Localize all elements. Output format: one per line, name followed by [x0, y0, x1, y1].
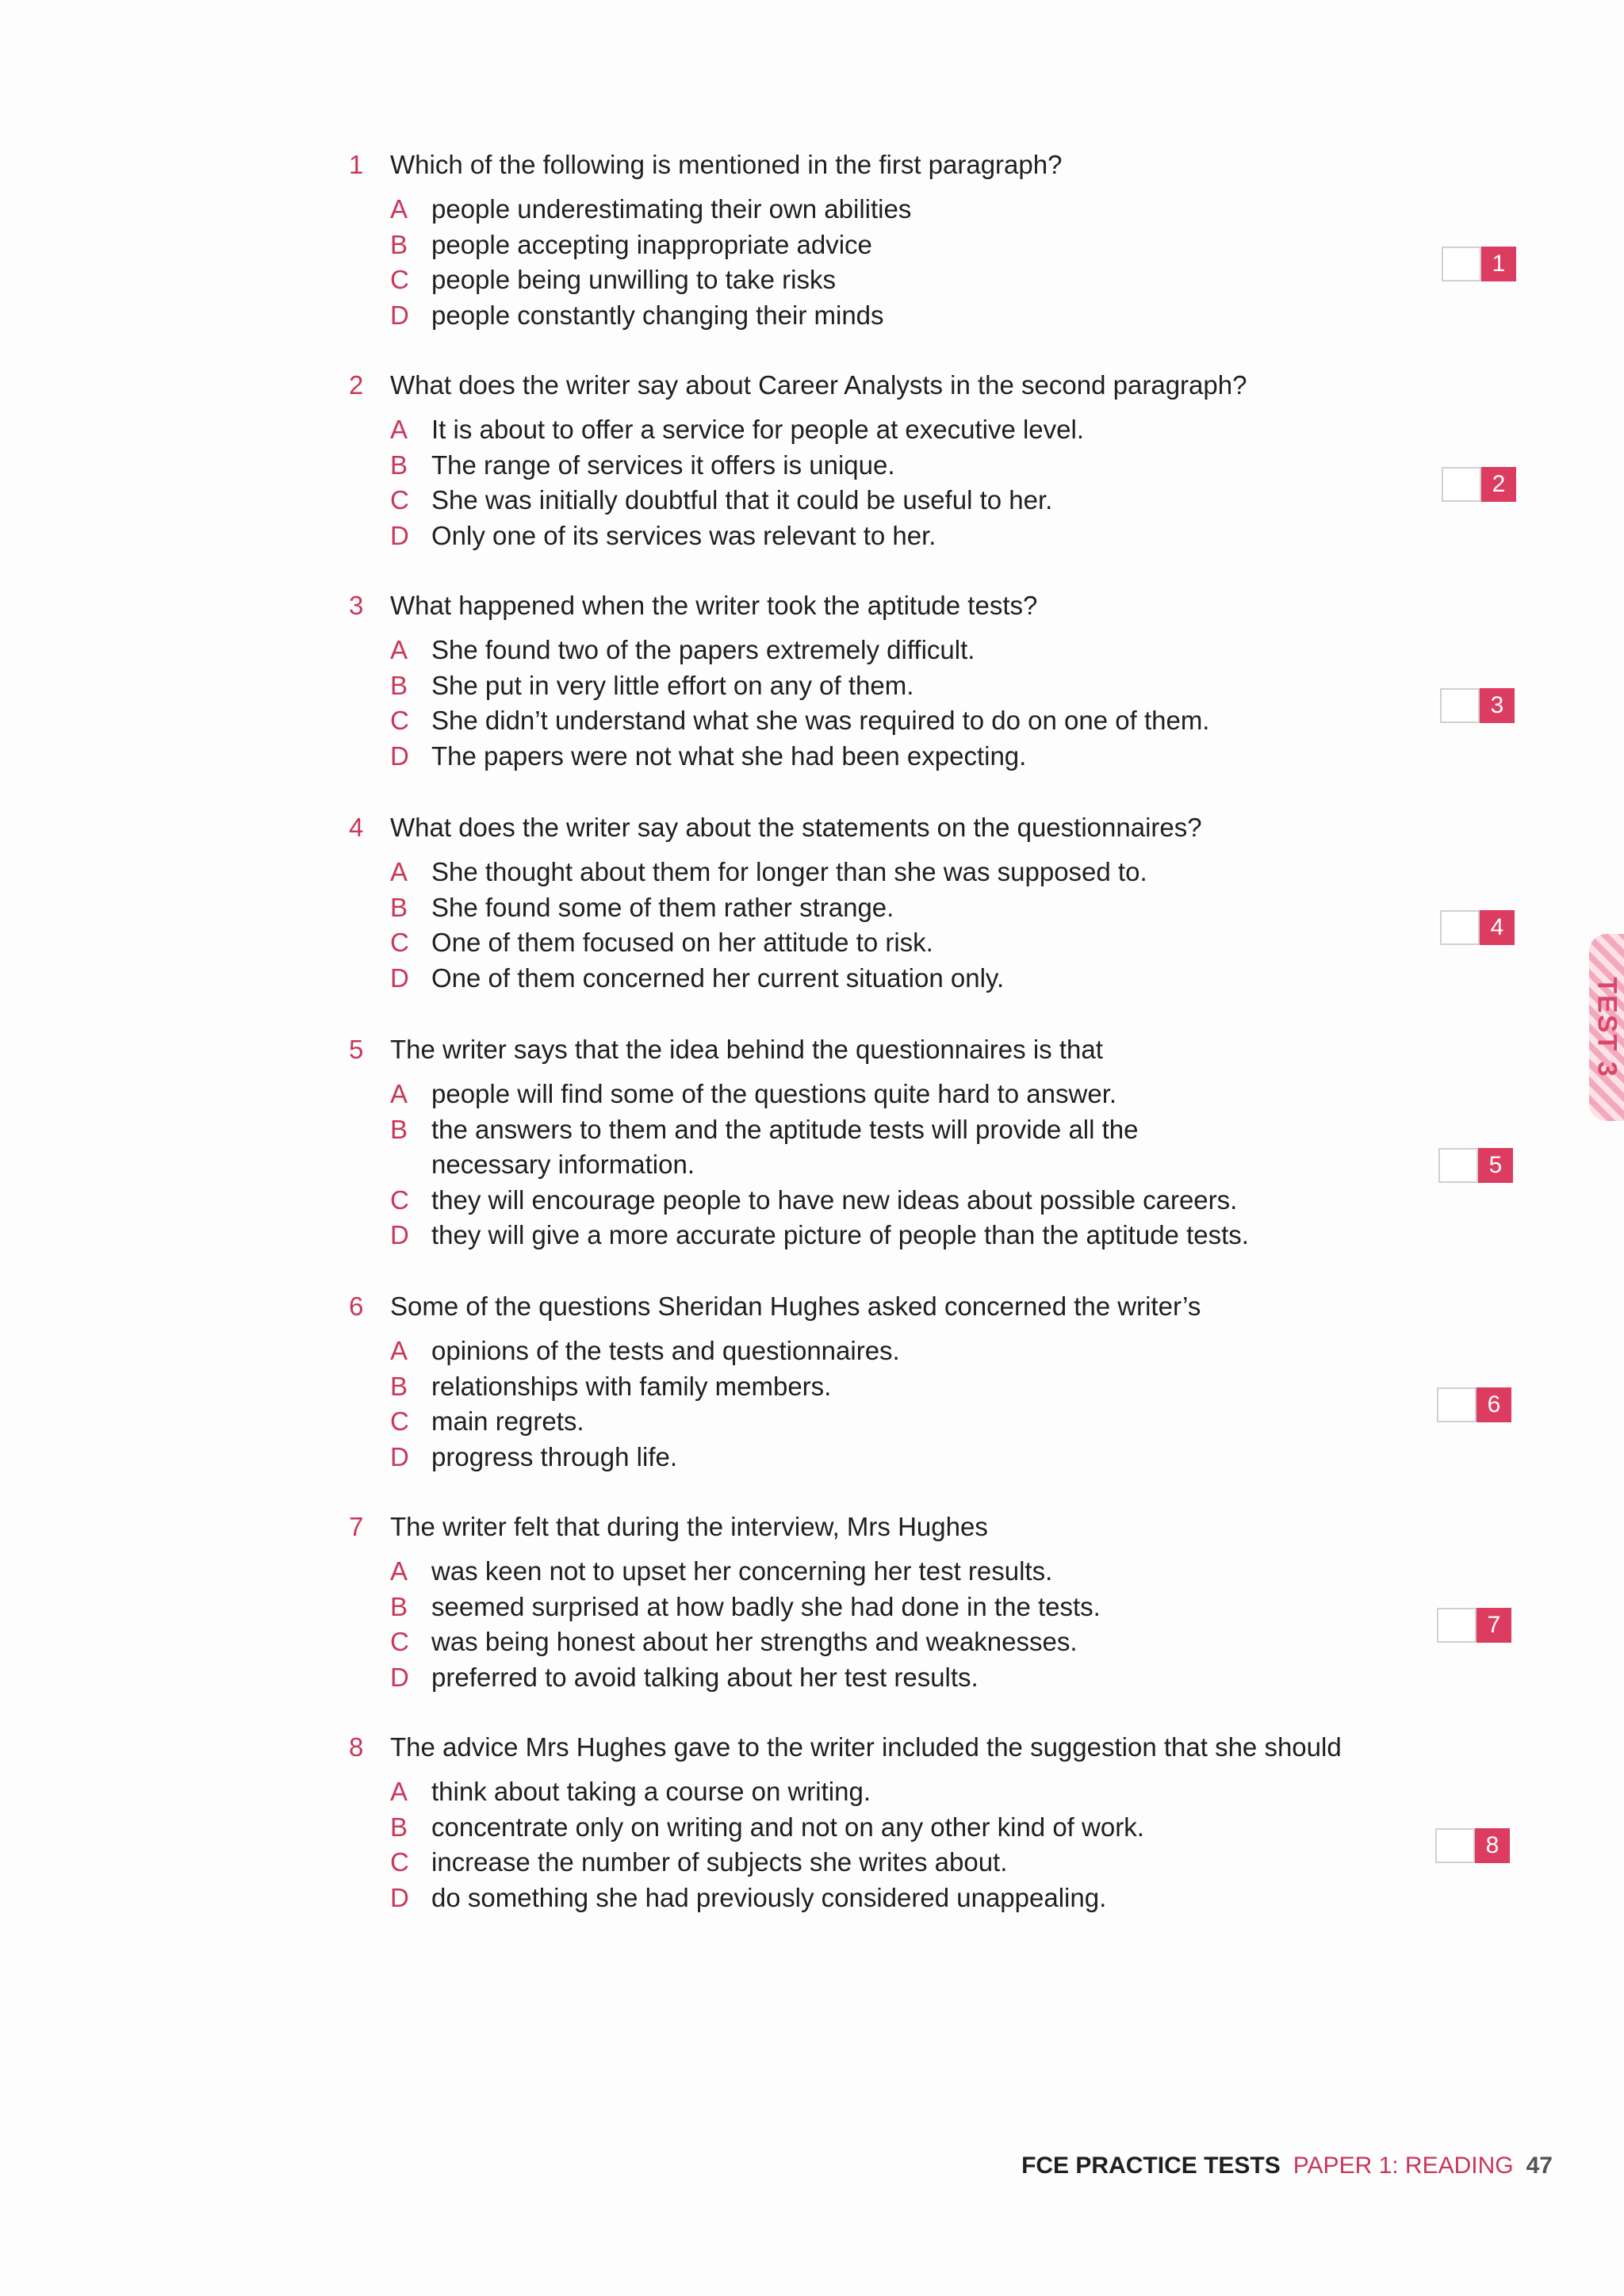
answer-input[interactable] — [1440, 910, 1480, 945]
answer-label: 3 — [1480, 688, 1515, 723]
option-list — [349, 855, 1554, 996]
option-letter: B — [390, 450, 408, 480]
answer-input[interactable] — [1435, 1828, 1475, 1863]
option-text: people will find some of the questions quite hard to answer. — [431, 1079, 1117, 1108]
option-b[interactable] — [349, 1112, 1554, 1183]
option-letter: A — [390, 415, 408, 444]
option-letter: D — [390, 300, 409, 330]
option-text: seemed surprised at how badly she had done in the tests. — [431, 1591, 1101, 1621]
answer-label: 7 — [1477, 1608, 1511, 1643]
option-d[interactable] — [349, 1440, 1554, 1475]
answer-input[interactable] — [1437, 1608, 1477, 1643]
option-text: increase the number of subjects she writes about. — [431, 1847, 1008, 1877]
option-text: concentrate only on writing and not on any other kind of work. — [431, 1812, 1144, 1842]
option-letter: C — [390, 1847, 409, 1877]
option-b[interactable] — [349, 448, 1554, 484]
option-b[interactable] — [349, 668, 1554, 704]
option-text: the answers to them and the aptitude tests will provide all the necessary information. — [431, 1114, 1139, 1179]
option-list — [349, 633, 1554, 774]
option-d[interactable] — [349, 1881, 1554, 1916]
option-text: She was initially doubtful that it could be useful to her. — [431, 485, 1053, 515]
option-list — [349, 1077, 1554, 1253]
footer-paper: PAPER 1: READING — [1293, 2152, 1514, 2179]
option-letter: C — [390, 265, 409, 294]
option-letter: A — [390, 1777, 408, 1806]
answer-box-6[interactable] — [1437, 1387, 1511, 1422]
page-footer — [1021, 2150, 1553, 2182]
option-letter: C — [390, 485, 409, 515]
option-list — [349, 412, 1554, 553]
option-letter: C — [390, 706, 409, 735]
option-text: people being unwilling to take risks — [431, 265, 836, 294]
option-c[interactable] — [349, 1183, 1554, 1219]
option-letter: D — [390, 1441, 409, 1471]
answer-input[interactable] — [1440, 688, 1480, 723]
question-number: 4 — [349, 813, 364, 842]
option-b[interactable] — [349, 1590, 1554, 1625]
question-5 — [349, 1032, 1554, 1253]
option-c[interactable] — [349, 925, 1554, 961]
option-text: was being honest about her strengths and weaknesses. — [431, 1627, 1078, 1656]
answer-input[interactable] — [1438, 1148, 1478, 1183]
option-list — [349, 1774, 1554, 1915]
option-text: It is about to offer a service for people at executive level. — [431, 415, 1085, 444]
question-6 — [349, 1289, 1554, 1475]
option-text: main regrets. — [431, 1406, 584, 1436]
option-letter: A — [390, 1079, 408, 1108]
option-list — [349, 192, 1554, 333]
option-text: people constantly changing their minds — [431, 300, 884, 330]
option-text: they will give a more accurate picture of people than the aptitude tests. — [431, 1220, 1249, 1249]
option-a[interactable] — [349, 855, 1554, 890]
option-text: She didn’t understand what she was required to do on one of them. — [431, 706, 1210, 735]
option-list — [349, 1554, 1554, 1695]
option-text: She thought about them for longer than she was supposed to. — [431, 857, 1147, 886]
option-letter: A — [390, 1556, 408, 1586]
option-text: She put in very little effort on any of them. — [431, 670, 914, 700]
question-header — [349, 588, 1554, 623]
question-number: 6 — [349, 1292, 364, 1321]
option-a[interactable] — [349, 412, 1554, 448]
question-header — [349, 368, 1554, 403]
test-side-tab — [1589, 934, 1624, 1121]
option-text: preferred to avoid talking about her test results. — [431, 1662, 979, 1692]
answer-label: 5 — [1478, 1148, 1513, 1183]
option-text: The papers were not what she had been expecting. — [431, 740, 1027, 771]
option-a[interactable] — [349, 633, 1554, 668]
option-letter: C — [390, 928, 409, 957]
question-text: The advice Mrs Hughes gave to the writer included the suggestion that she should — [390, 1732, 1342, 1762]
option-text: relationships with family members. — [431, 1371, 832, 1401]
option-letter: B — [390, 1114, 408, 1144]
question-text: Which of the following is mentioned in the first paragraph? — [390, 150, 1063, 179]
option-letter: D — [390, 962, 409, 993]
option-a[interactable] — [349, 1774, 1554, 1810]
option-c[interactable] — [349, 262, 1554, 298]
option-b[interactable] — [349, 228, 1554, 263]
answer-label: 1 — [1481, 247, 1516, 281]
side-tab-label: TEST 3 — [1591, 977, 1622, 1078]
option-c[interactable] — [349, 483, 1554, 519]
option-text: they will encourage people to have new ideas about possible careers. — [431, 1184, 1238, 1215]
question-header — [349, 1510, 1554, 1544]
question-number: 3 — [349, 591, 364, 620]
option-c[interactable] — [349, 1624, 1554, 1660]
option-d[interactable] — [349, 1218, 1554, 1253]
question-header — [349, 810, 1554, 845]
footer-series: FCE PRACTICE TESTS — [1021, 2152, 1281, 2179]
option-c[interactable] — [349, 1404, 1554, 1440]
question-text: The writer felt that during the interview, Mrs Hughes — [390, 1512, 988, 1541]
question-text: What does the writer say about the statements on the questionnaires? — [390, 813, 1202, 842]
option-letter: A — [390, 1336, 408, 1365]
option-text: One of them concerned her current situation only. — [431, 962, 1005, 993]
option-letter: C — [390, 1184, 409, 1215]
question-1 — [349, 147, 1554, 333]
option-d[interactable] — [349, 519, 1554, 554]
question-header — [349, 1032, 1554, 1067]
option-b[interactable] — [349, 1369, 1554, 1405]
option-d[interactable] — [349, 1660, 1554, 1696]
option-text: progress through life. — [431, 1441, 678, 1471]
option-text: people underestimating their own abilities — [431, 194, 912, 224]
question-number: 2 — [349, 370, 364, 400]
answer-label: 4 — [1480, 910, 1515, 945]
question-text: What happened when the writer took the aptitude tests? — [390, 591, 1038, 620]
option-d[interactable] — [349, 739, 1554, 775]
question-header — [349, 1289, 1554, 1324]
option-a[interactable] — [349, 192, 1554, 228]
option-letter: D — [390, 520, 409, 550]
option-letter: D — [390, 1220, 409, 1249]
answer-label: 8 — [1475, 1828, 1510, 1863]
option-letter: C — [390, 1627, 409, 1656]
option-a[interactable] — [349, 1554, 1554, 1590]
option-text: opinions of the tests and questionnaires. — [431, 1336, 900, 1365]
option-letter: B — [390, 670, 408, 700]
question-header — [349, 147, 1554, 182]
answer-box-3[interactable] — [1440, 688, 1515, 723]
option-a[interactable] — [349, 1077, 1554, 1112]
question-2 — [349, 368, 1554, 553]
question-number: 5 — [349, 1035, 364, 1064]
page-number: 47 — [1526, 2152, 1553, 2179]
answer-box-2[interactable] — [1442, 467, 1516, 502]
question-8 — [349, 1730, 1554, 1915]
option-b[interactable] — [349, 1810, 1554, 1846]
option-letter: A — [390, 194, 408, 224]
option-text: She found some of them rather strange. — [431, 892, 894, 922]
option-letter: A — [390, 857, 408, 886]
question-7 — [349, 1510, 1554, 1695]
option-text: was keen not to upset her concerning her test results. — [431, 1556, 1053, 1586]
option-text: do something she had previously considered unappealing. — [431, 1882, 1107, 1912]
question-number: 8 — [349, 1732, 364, 1762]
answer-box-5[interactable] — [1438, 1148, 1513, 1183]
option-letter: D — [390, 1662, 409, 1692]
option-text: The range of services it offers is unique. — [431, 450, 895, 480]
option-b[interactable] — [349, 890, 1554, 926]
question-number: 7 — [349, 1512, 364, 1541]
option-c[interactable] — [349, 1845, 1554, 1881]
answer-input[interactable] — [1437, 1387, 1477, 1422]
option-list — [349, 1334, 1554, 1475]
answer-box-8[interactable] — [1435, 1828, 1510, 1863]
answer-box-4[interactable] — [1440, 910, 1515, 945]
option-a[interactable] — [349, 1334, 1554, 1369]
option-text: Only one of its services was relevant to her. — [431, 520, 936, 550]
question-text: What does the writer say about Career Analysts in the second paragraph? — [390, 370, 1247, 400]
question-text: Some of the questions Sheridan Hughes asked concerned the writer’s — [390, 1292, 1201, 1321]
option-letter: D — [390, 1882, 409, 1912]
option-d[interactable] — [349, 298, 1554, 334]
option-letter: B — [390, 229, 408, 259]
option-letter: B — [390, 892, 408, 922]
option-letter: B — [390, 1371, 408, 1401]
option-text: She found two of the papers extremely difficult. — [431, 635, 975, 664]
answer-label: 6 — [1477, 1387, 1511, 1422]
answer-input[interactable] — [1442, 467, 1481, 502]
question-3 — [349, 588, 1554, 774]
answer-box-7[interactable] — [1437, 1608, 1511, 1643]
option-c[interactable] — [349, 703, 1554, 739]
question-number: 1 — [349, 150, 364, 179]
option-text: people accepting inappropriate advice — [431, 229, 872, 259]
option-text: One of them focused on her attitude to risk. — [431, 928, 933, 957]
option-letter: D — [390, 740, 409, 771]
option-d[interactable] — [349, 961, 1554, 997]
question-4 — [349, 810, 1554, 996]
option-letter: C — [390, 1406, 409, 1436]
answer-input[interactable] — [1442, 247, 1481, 281]
option-letter: A — [390, 635, 408, 664]
answer-box-1[interactable] — [1442, 247, 1516, 281]
option-letter: B — [390, 1812, 408, 1842]
option-text: think about taking a course on writing. — [431, 1777, 871, 1806]
answer-label: 2 — [1481, 467, 1516, 502]
question-header — [349, 1730, 1554, 1765]
option-letter: B — [390, 1591, 408, 1621]
question-text: The writer says that the idea behind the questionnaires is that — [390, 1035, 1103, 1064]
